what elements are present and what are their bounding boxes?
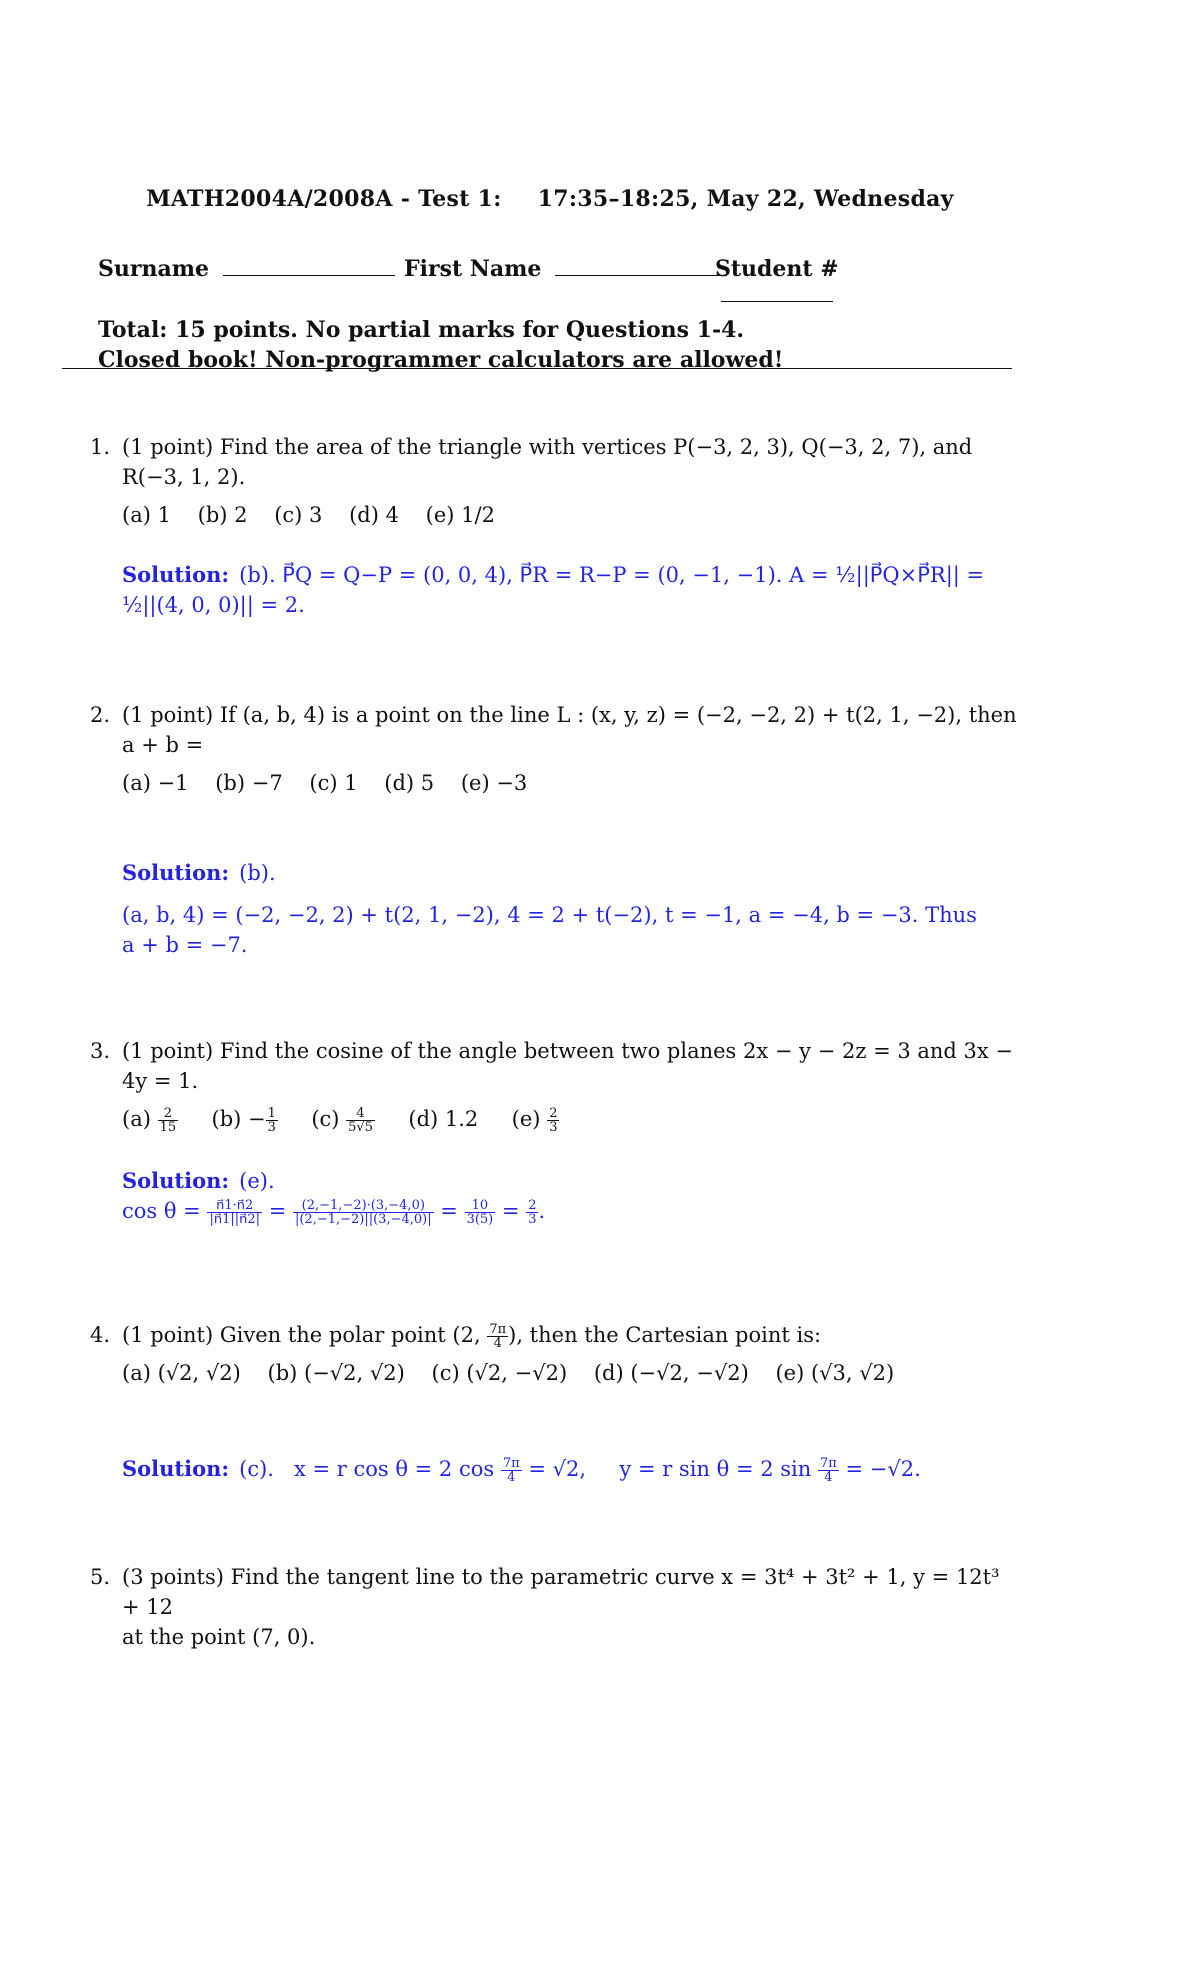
firstname-line[interactable] <box>555 257 727 276</box>
solution-formula: cos θ = $\frac{n⃗1\cdot n⃗2}{|n⃗1||n⃗2|}$ = $\frac{(2,-1,-2)\cdot(3,-4,0)}{|(2,-1,-2)||(3,-4,0)|}$ = $\frac{10}{3(5)}$ = $\frac{2}{3}$ . <box>122 1198 546 1227</box>
question-number: 2. <box>90 703 111 727</box>
fraction: $\frac{10}{3(5)}$ <box>466 1198 494 1227</box>
total-note: Total: 15 points. No partial marks for Questions 1-4. <box>98 317 745 343</box>
question-text: (1 point) Find the cosine of the angle between two planes 2x − y − 2z = 3 and 3x − 4y = 1. <box>122 1039 1014 1093</box>
solution-line: (b). <box>239 861 276 885</box>
solution-line: (a, b, 4) = (−2, −2, 2) + t(2, 1, −2), 4 = 2 + t(−2), t = −1, a = −4, b = −3. Thus <box>122 903 977 927</box>
surname-label: Surname <box>98 256 209 282</box>
fraction: $\frac{4}{5√5}$ <box>348 1106 373 1135</box>
choice-b: (b) − <box>211 1107 266 1131</box>
question-4 <box>90 1320 1020 1388</box>
question-5 <box>90 1562 1020 1652</box>
question-text: (3 points) Find the tangent line to the parametric curve x = 3t⁴ + 3t² + 1, y = 12t³ + 12 <box>122 1565 1000 1619</box>
question-text: (1 point) Find the area of the triangle with vertices P(−3, 2, 3), Q(−3, 2, 7), and R(−3, 1, 2). <box>122 435 973 489</box>
solution-label: Solution: <box>122 562 230 587</box>
course-title: MATH2004A/2008A - Test 1: <box>146 186 502 212</box>
question-number: 1. <box>90 435 111 459</box>
solution-line: a + b = −7. <box>122 933 248 957</box>
solution-4: Solution: (c). x = r cos θ = 2 cos $\frac{7\pi}{4}$ = √2, y = r sin θ = 2 sin $\frac{7\pi}{4}$ = −√2. <box>122 1456 921 1485</box>
question-choices: (a) (√2, √2) (b) (−√2, √2) (c) (√2, −√2) (d) (−√2, −√2) (e) (√3, √2) <box>122 1361 895 1385</box>
student-number-field[interactable] <box>715 256 958 308</box>
solution-label: Solution: <box>122 1168 230 1193</box>
solution-1 <box>122 560 1022 620</box>
exam-time: 17:35–18:25, May 22, Wednesday <box>537 186 954 212</box>
solution-3 <box>122 1166 1022 1226</box>
question-number: 4. <box>90 1323 111 1347</box>
student-info-fields <box>98 256 958 286</box>
solution-2 <box>122 858 1022 960</box>
exam-title <box>0 186 1100 212</box>
fraction: $\frac{7\pi}{4}$ <box>489 1322 507 1351</box>
choice-c: (c) <box>311 1107 340 1131</box>
firstname-label: First Name <box>404 256 542 282</box>
fraction: $\frac{2}{3}$ <box>549 1106 558 1135</box>
fraction: $\frac{(2,-1,-2)\cdot(3,-4,0)}{|(2,-1,-2)||(3,-4,0)|}$ <box>294 1198 432 1227</box>
closed-book-note: Closed book! Non-programmer calculators are allowed! <box>98 347 784 373</box>
solution-line: (e). <box>239 1169 275 1193</box>
question-1 <box>90 432 1020 530</box>
question-text: (1 point) Given the polar point (2, $\frac{7\pi}{4}$ ), then the Cartesian point is: <box>122 1322 822 1351</box>
surname-field[interactable] <box>98 256 395 282</box>
choice-d: (d) 1.2 <box>408 1107 479 1131</box>
question-text: a + b = <box>122 733 204 757</box>
solution-line: ½||(4, 0, 0)|| = 2. <box>122 593 305 617</box>
question-choices: (a) 1 (b) 2 (c) 3 (d) 4 (e) 1/2 <box>122 503 495 527</box>
question-choices <box>122 1104 1020 1134</box>
question-number: 3. <box>90 1039 111 1063</box>
question-text: at the point (7, 0). <box>122 1625 316 1649</box>
solution-line: (b). P⃗Q = Q−P = (0, 0, 4), P⃗R = R−P = (0, −1, −1). A = ½||P⃗Q×P⃗R|| = <box>239 563 985 587</box>
solution-label: Solution: <box>122 860 230 885</box>
fraction: $\frac{2}{15}$ <box>159 1106 177 1135</box>
fraction: $\frac{1}{3}$ <box>267 1106 276 1135</box>
choice-e: (e) <box>511 1107 541 1131</box>
question-text: (1 point) If (a, b, 4) is a point on the line L : (x, y, z) = (−2, −2, 2) + t(2, 1, −2), then <box>122 703 1017 727</box>
fraction: $\frac{2}{3}$ <box>528 1198 537 1227</box>
surname-line[interactable] <box>223 257 395 276</box>
fraction: $\frac{n⃗1\cdot n⃗2}{|n⃗1||n⃗2|}$ <box>209 1198 261 1227</box>
header-divider <box>62 368 1012 369</box>
question-3 <box>90 1036 1020 1134</box>
student-number-label: Student # <box>715 256 839 282</box>
fraction: $\frac{7\pi}{4}$ <box>502 1456 520 1485</box>
question-choices: (a) −1 (b) −7 (c) 1 (d) 5 (e) −3 <box>122 771 528 795</box>
question-number: 5. <box>90 1565 111 1589</box>
solution-label: Solution: <box>122 1456 230 1481</box>
student-number-line[interactable] <box>721 283 833 302</box>
exam-notes <box>98 315 783 375</box>
question-2 <box>90 700 1020 798</box>
firstname-field[interactable] <box>404 256 727 282</box>
fraction: $\frac{7\pi}{4}$ <box>819 1456 837 1485</box>
choice-a: (a) <box>122 1107 151 1131</box>
